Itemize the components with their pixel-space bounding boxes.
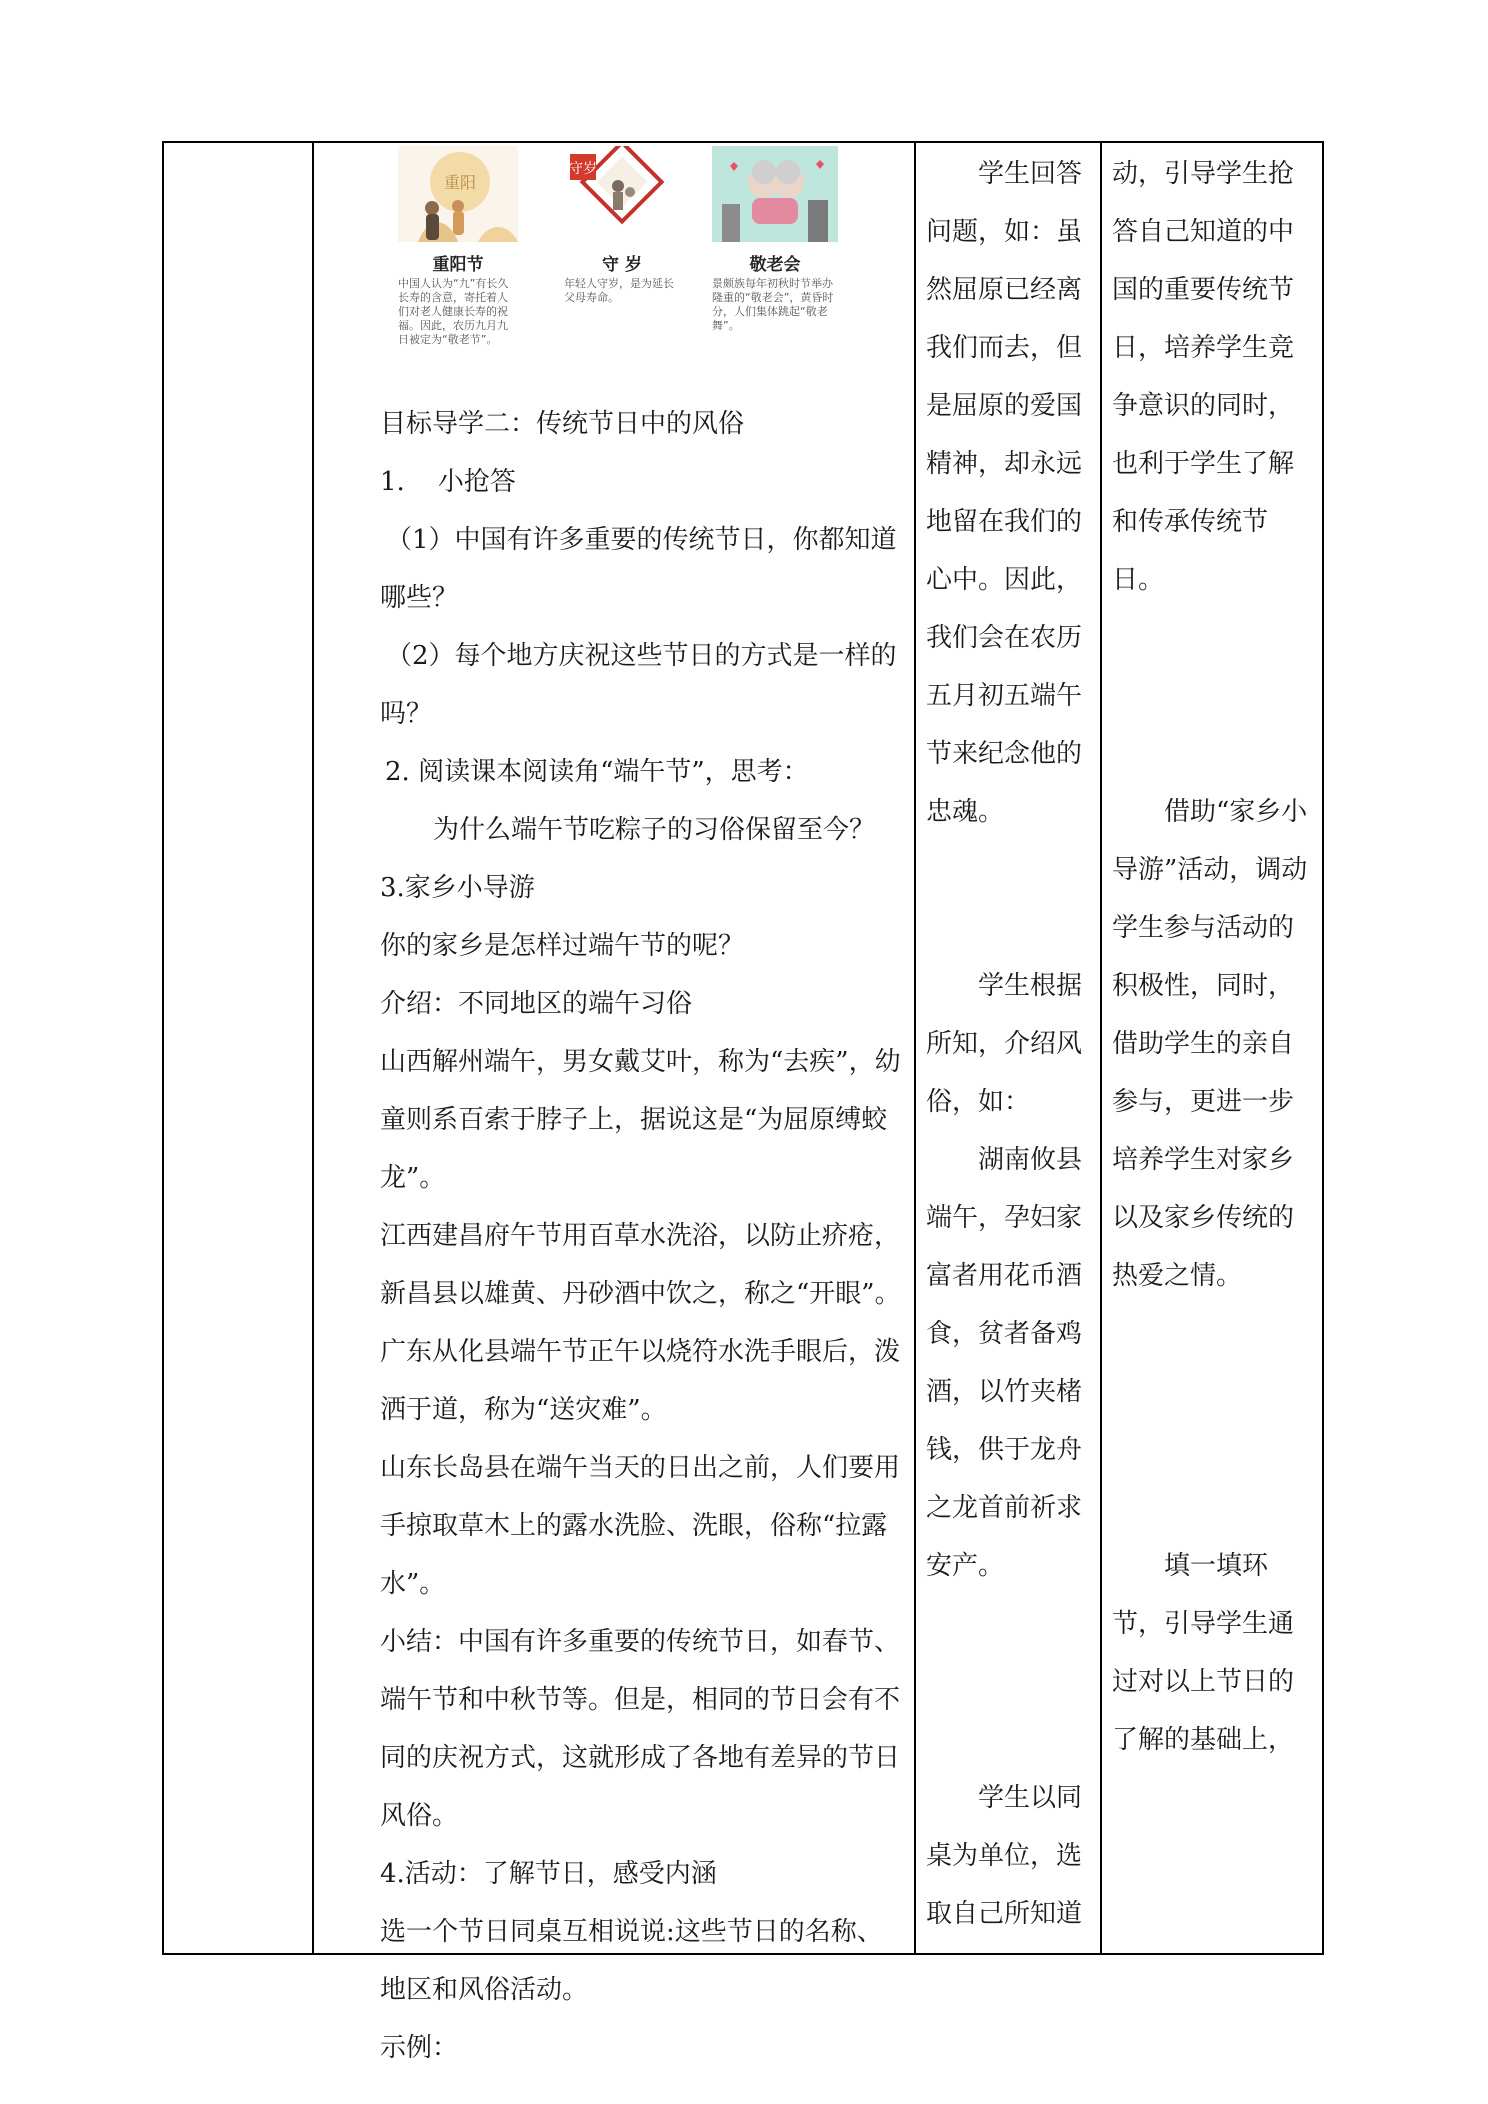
table-border-left	[162, 141, 164, 1955]
student-activity-column	[926, 145, 1088, 1943]
student-answer-4: 学生以同桌为单位，选取自己所知道	[926, 1783, 1083, 1929]
design-intent-column	[1112, 145, 1308, 1769]
festival-image-strip	[398, 146, 838, 346]
intent-2: 借助“家乡小导游”活动，调动学生参与活动的积极性，同时，借助学生的亲自参与，更进一步培养学生对家乡以及家乡传统的热爱之情。	[1112, 797, 1308, 1291]
reading-question: 为什么端午节吃粽子的习俗保留至今？	[433, 815, 876, 845]
chongyang-illustration	[398, 146, 518, 242]
card-jinglaohui-title: 敬老会	[749, 255, 801, 275]
svg-text:守岁: 守岁	[569, 161, 597, 177]
intent-3: 填一填环节，引导学生通过对以上节日的了解的基础上，	[1112, 1551, 1295, 1755]
card-jinglaohui-desc: 景颇族每年初秋时节举办隆重的“敬老会”，黄昏时分，人们集体跳起“敬老舞”。	[712, 277, 834, 332]
svg-text:重阳: 重阳	[443, 173, 477, 192]
student-answer-2: 学生根据所知，介绍风俗，如：	[926, 971, 1083, 1117]
question-2: （2）每个地方庆祝这些节日的方式是一样的吗？	[380, 641, 897, 729]
card-shousui-title: 守 岁	[602, 255, 642, 275]
student-example-hunan: 湖南攸县端午，孕妇家富者用花币酒食，贫者备鸡酒，以竹夹楮钱，供于龙舟之龙首前祈求安产。	[926, 1145, 1083, 1581]
card-chongyang	[398, 146, 518, 347]
jinglaohui-illustration	[712, 146, 838, 242]
activity-heading: 4.活动：了解节日，感受内涵	[380, 1859, 717, 1889]
table-divider-1	[312, 141, 314, 1955]
customs-intro: 介绍：不同地区的端午习俗	[380, 989, 693, 1019]
main-content-column	[380, 395, 904, 2077]
quick-answer-heading: 1. 小抢答	[380, 467, 516, 497]
custom-jiangxi: 江西建昌府午节用百草水洗浴，以防止疥疮，新昌县以雄黄、丹砂酒中饮之，称之“开眼”。	[380, 1221, 901, 1309]
custom-shandong: 山东长岛县在端午当天的日出之前，人们要用手掠取草木上的露水洗脸、洗眼，俗称“拉露水”。	[380, 1453, 901, 1599]
shousui-illustration	[564, 146, 680, 242]
custom-shanxi: 山西解州端午，男女戴艾叶，称为“去疾”，幼童则系百索于脖子上，据说这是“为屈原缚蛟龙”。	[380, 1047, 901, 1193]
card-shousui	[564, 146, 680, 305]
card-chongyang-title: 重阳节	[432, 255, 484, 275]
question-1: （1）中国有许多重要的传统节日，你都知道哪些？	[380, 525, 897, 613]
student-answer-1: 学生回答问题，如：虽然屈原已经离我们而去，但是屈原的爱国精神，却永远地留在我们的心中。因此，我们会在农历五月初五端午节来纪念他的忠魂。	[926, 159, 1083, 827]
goal-heading: 目标导学二：传统节日中的风俗	[380, 409, 745, 439]
card-shousui-desc: 年轻人守岁，是为延长父母寿命。	[564, 277, 674, 304]
table-divider-2	[914, 141, 916, 1955]
summary: 小结：中国有许多重要的传统节日，如春节、端午节和中秋节等。但是，相同的节日会有不同的庆祝方式，这就形成了各地有差异的节日风俗。	[380, 1627, 901, 1831]
activity-task: 选一个节日同桌互相说说:这些节日的名称、地区和风俗活动。	[380, 1917, 883, 2005]
table-top-border	[162, 141, 1324, 143]
hometown-guide-heading: 3.家乡小导游	[380, 873, 535, 903]
intent-1: 动，引导学生抢答自己知道的中国的重要传统节日，培养学生竞争意识的同时，也利于学生了解和传承传统节日。	[1112, 159, 1295, 595]
card-chongyang-desc: 中国人认为“九”有长久长寿的含意，寄托着人们对老人健康长寿的祝福。因此，农历九月九日被定为“敬老节”。	[398, 277, 509, 346]
reading-task: 2. 阅读课本阅读角“端午节”，思考：	[385, 757, 809, 787]
custom-guangdong: 广东从化县端午节正午以烧符水洗手眼后，泼洒于道，称为“送灾难”。	[380, 1337, 901, 1425]
hometown-question: 你的家乡是怎样过端午节的呢？	[380, 931, 745, 961]
card-jinglaohui	[712, 146, 838, 333]
example-label: 示例：	[380, 2033, 459, 2063]
table-border-right	[1322, 141, 1324, 1955]
table-divider-3	[1100, 141, 1102, 1955]
